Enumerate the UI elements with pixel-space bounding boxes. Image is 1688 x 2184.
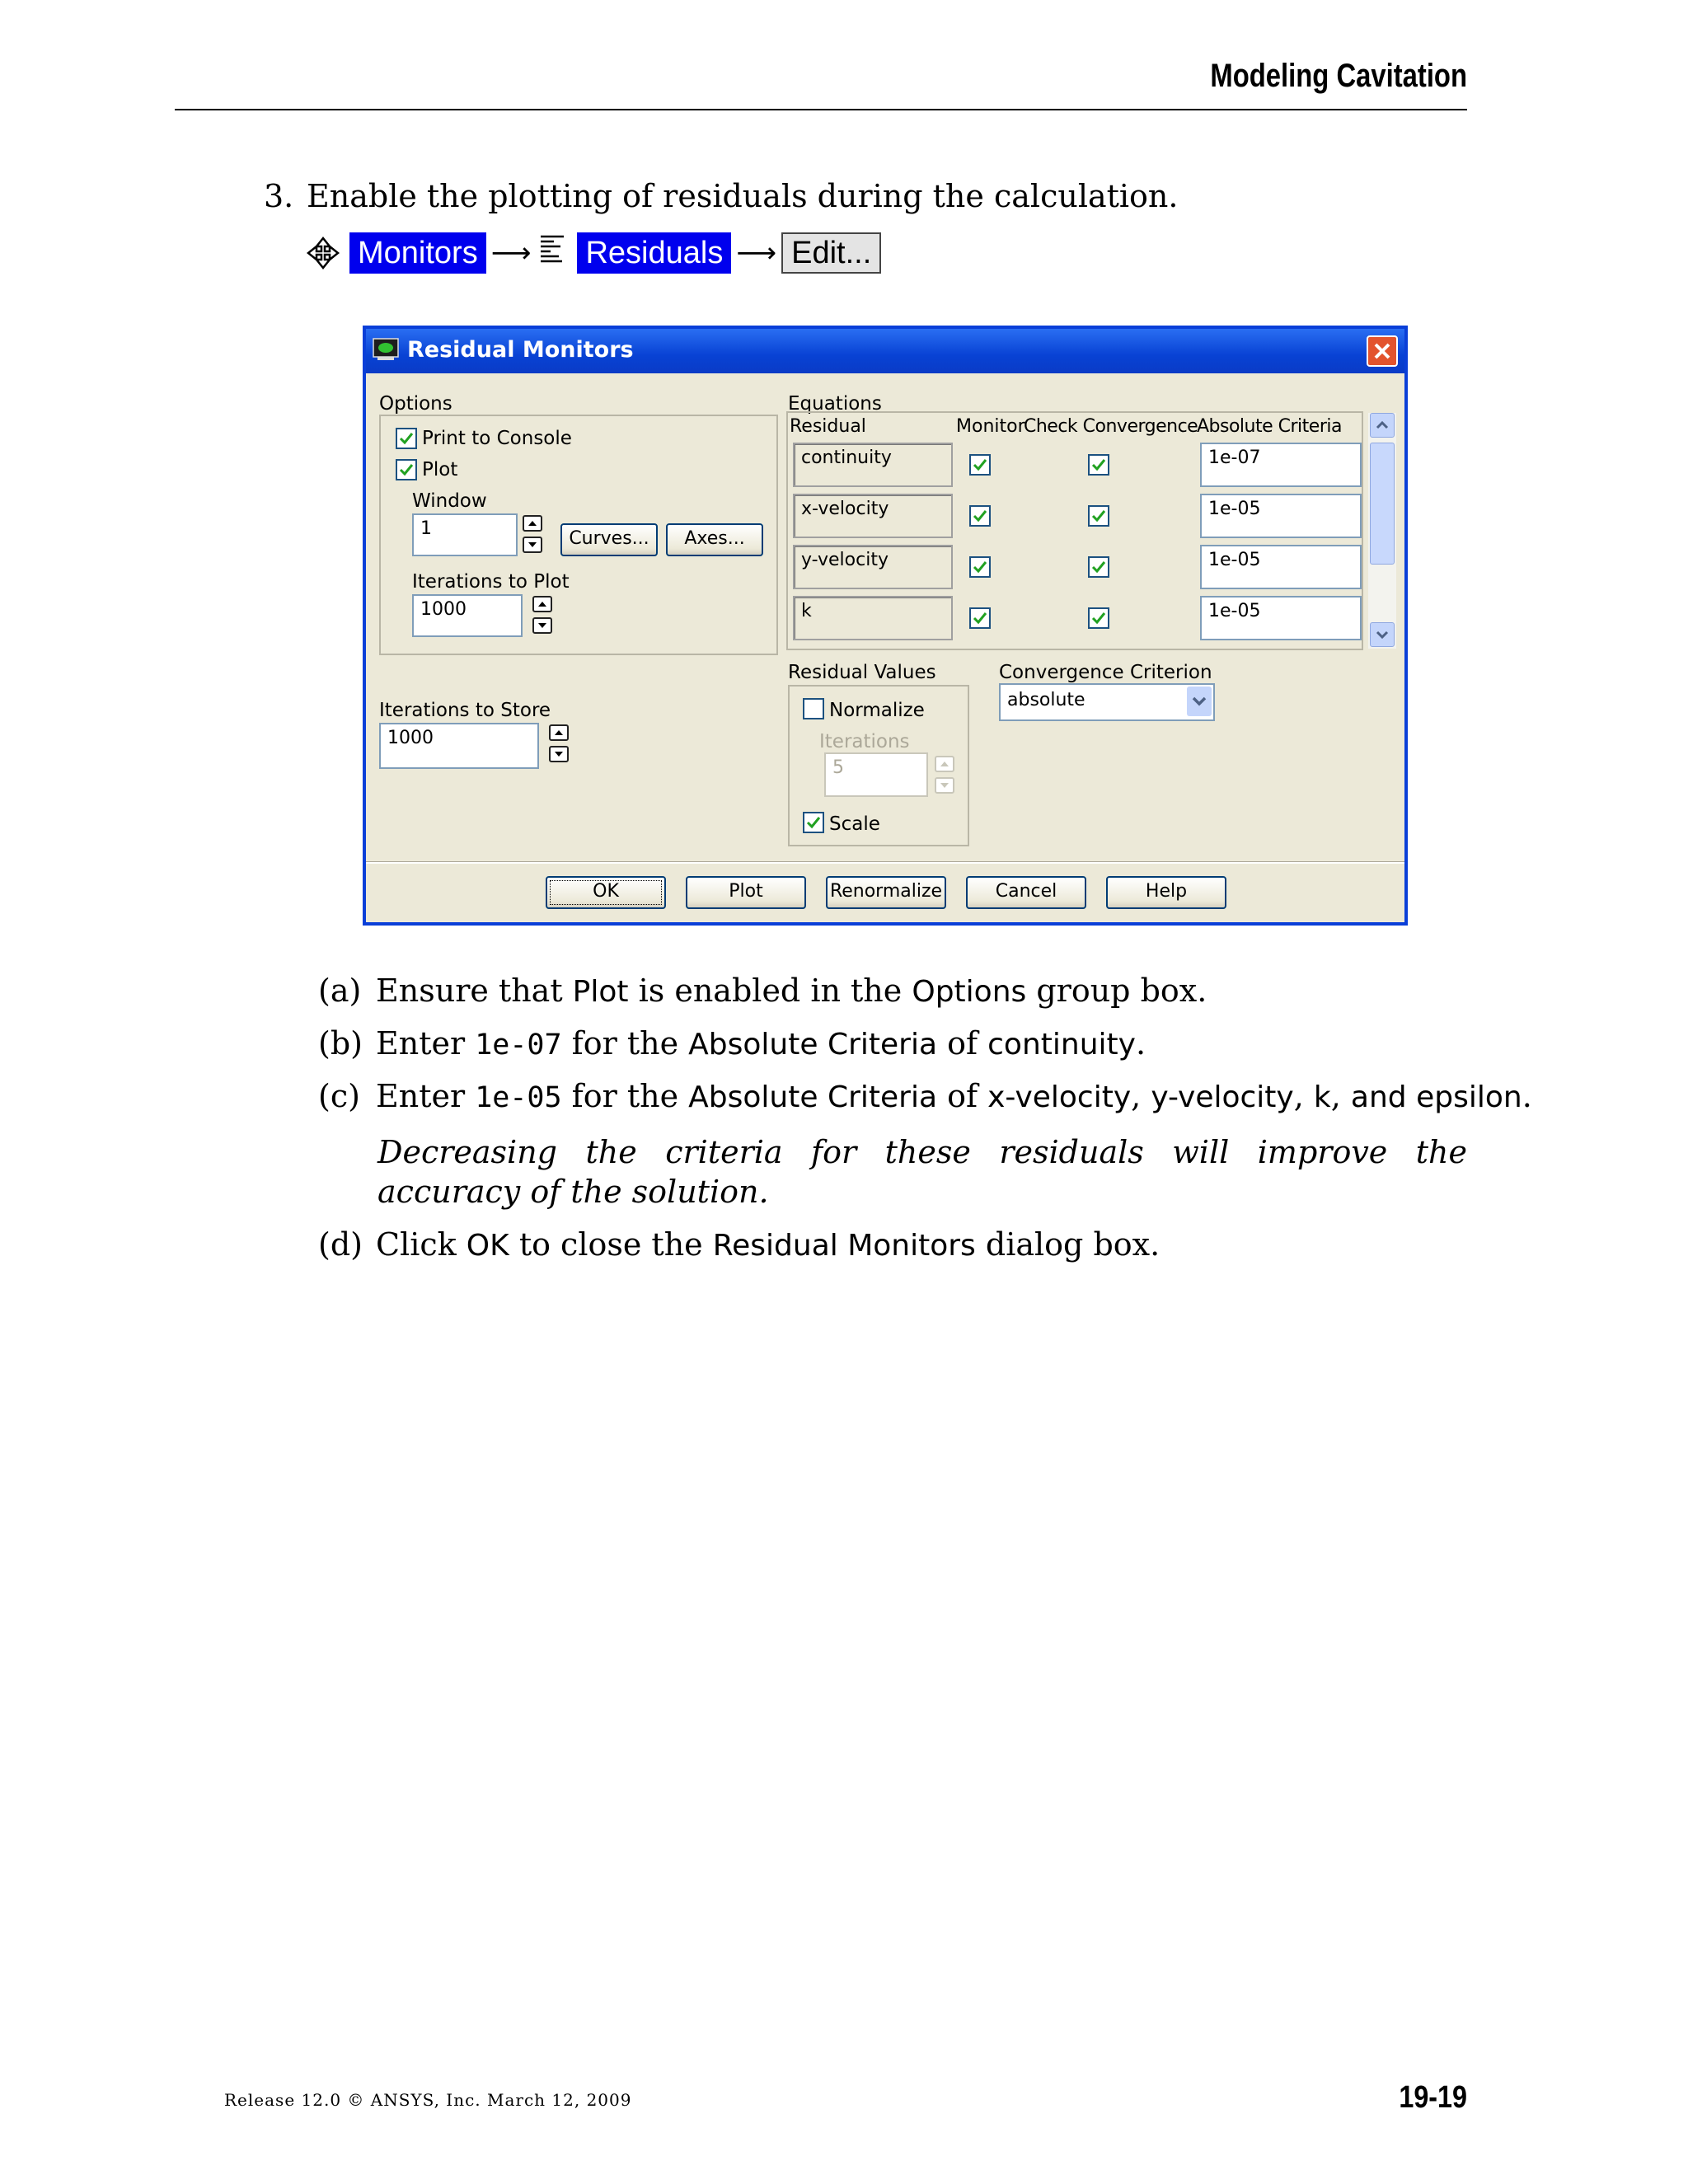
residual-name-x-velocity: x-velocity xyxy=(793,494,953,538)
absolute-criteria-input[interactable]: 1e-07 xyxy=(1200,443,1362,487)
check-icon xyxy=(973,457,987,472)
substep-a: (a) Ensure that Plot is enabled in the Options group box. xyxy=(318,972,1207,1009)
check-convergence-checkbox[interactable] xyxy=(1088,556,1109,578)
absolute-criteria-input[interactable]: 1e-05 xyxy=(1200,596,1362,640)
dialog-title: Residual Monitors xyxy=(407,337,634,363)
edit-button[interactable]: Edit... xyxy=(781,232,881,274)
check-icon xyxy=(399,431,414,446)
iterations-to-plot-input[interactable]: 1000 xyxy=(412,594,523,637)
check-icon xyxy=(973,560,987,574)
equations-label: Equations xyxy=(788,393,882,415)
spin-down-icon[interactable] xyxy=(935,777,954,794)
residual-name-y-velocity: y-velocity xyxy=(793,545,953,589)
button-separator xyxy=(366,861,1404,864)
iterations-label: Iterations xyxy=(819,731,910,752)
monitor-checkbox[interactable] xyxy=(969,556,991,578)
iterations-to-plot-spinner[interactable] xyxy=(532,596,554,639)
spin-down-icon[interactable] xyxy=(549,746,569,762)
convergence-criterion-label: Convergence Criterion xyxy=(999,662,1212,683)
check-icon xyxy=(399,462,414,477)
cancel-button[interactable]: Cancel xyxy=(966,876,1086,909)
absolute-criteria-column-header: Absolute Criteria xyxy=(1197,416,1342,437)
iterations-to-plot-label: Iterations to Plot xyxy=(412,571,570,593)
normalize-label: Normalize xyxy=(829,700,925,721)
check-icon xyxy=(1091,611,1106,626)
release-footer: Release 12.0 © ANSYS, Inc. March 12, 2009 xyxy=(224,2090,632,2110)
window-input[interactable]: 1 xyxy=(412,513,518,556)
iterations-to-store-spinner[interactable] xyxy=(549,724,570,767)
substep-b: (b) Enter 1e-07 for the Absolute Criteria of continuity. xyxy=(318,1025,1146,1062)
italic-note: Decreasing the criteria for these residuals will improve the accuracy of the solution. xyxy=(377,1134,1467,1210)
renormalize-button[interactable]: Renormalize xyxy=(826,876,946,909)
check-convergence-checkbox[interactable] xyxy=(1088,607,1109,629)
check-icon xyxy=(1091,457,1106,472)
plot-button[interactable]: Plot xyxy=(686,876,806,909)
spin-up-icon[interactable] xyxy=(532,596,552,612)
spin-down-icon[interactable] xyxy=(532,617,552,634)
chevron-down-icon xyxy=(1187,687,1212,716)
running-header: Modeling Cavitation xyxy=(1210,58,1467,94)
fluent-app-icon xyxy=(373,337,399,362)
scale-checkbox[interactable] xyxy=(803,812,824,833)
plot-checkbox[interactable] xyxy=(396,459,417,480)
header-rule xyxy=(175,109,1467,110)
residual-name-k: k xyxy=(793,596,953,640)
dropdown-button[interactable] xyxy=(1187,687,1212,716)
monitor-checkbox[interactable] xyxy=(969,505,991,527)
path-arrow: ⟶ xyxy=(490,237,532,269)
scroll-up-button[interactable] xyxy=(1370,413,1395,438)
check-convergence-column-header: Check Convergence xyxy=(1024,416,1198,437)
absolute-criteria-input[interactable]: 1e-05 xyxy=(1200,494,1362,538)
scroll-down-button[interactable] xyxy=(1370,622,1395,647)
convergence-criterion-select[interactable] xyxy=(999,683,1215,721)
window-spinner[interactable] xyxy=(523,515,544,558)
check-icon xyxy=(973,509,987,523)
residual-column-header: Residual xyxy=(790,416,866,437)
check-icon xyxy=(1091,560,1106,574)
spin-up-icon[interactable] xyxy=(549,724,569,741)
help-button[interactable]: Help xyxy=(1106,876,1226,909)
step-3 xyxy=(264,178,1179,214)
monitor-column-header: Monitor xyxy=(956,416,1025,437)
page-number: 19-19 xyxy=(1399,2080,1467,2115)
plot-label: Plot xyxy=(422,459,458,480)
check-icon xyxy=(806,815,821,830)
normalize-checkbox[interactable] xyxy=(803,698,824,719)
step-number: 3. xyxy=(264,178,294,214)
spin-up-icon[interactable] xyxy=(523,515,542,532)
residuals-icon xyxy=(537,233,567,266)
monitors-icon xyxy=(305,235,341,271)
equations-scrollbar[interactable] xyxy=(1368,413,1396,649)
check-convergence-checkbox[interactable] xyxy=(1088,454,1109,476)
step-text: Enable the plotting of residuals during the calculation. xyxy=(307,178,1179,214)
residual-monitors-dialog xyxy=(363,326,1408,926)
close-button[interactable] xyxy=(1367,335,1398,367)
residual-values-label: Residual Values xyxy=(788,662,936,683)
absolute-criteria-input[interactable]: 1e-05 xyxy=(1200,545,1362,589)
check-icon xyxy=(973,611,987,626)
path-arrow: ⟶ xyxy=(736,237,777,269)
normalize-iterations-input[interactable]: 5 xyxy=(824,752,928,797)
residual-name-continuity: continuity xyxy=(793,443,953,487)
window-label: Window xyxy=(412,490,487,512)
substep-d: (d) Click OK to close the Residual Monitors dialog box. xyxy=(318,1226,1160,1263)
check-convergence-checkbox[interactable] xyxy=(1088,505,1109,527)
print-to-console-checkbox[interactable] xyxy=(396,428,417,449)
options-label: Options xyxy=(379,393,452,415)
substep-c: (c) Enter 1e-05 for the Absolute Criteria of x-velocity, y-velocity, k, and epsilon. xyxy=(318,1078,1532,1114)
convergence-criterion-value: absolute xyxy=(1007,690,1085,710)
dialog-titlebar xyxy=(366,329,1404,373)
iterations-to-store-input[interactable]: 1000 xyxy=(379,723,539,769)
curves-button[interactable]: Curves... xyxy=(560,523,658,556)
monitor-checkbox[interactable] xyxy=(969,454,991,476)
spin-down-icon[interactable] xyxy=(523,537,542,553)
scale-label: Scale xyxy=(829,813,880,835)
ok-button[interactable]: OK xyxy=(546,876,666,909)
navigation-path xyxy=(305,231,881,275)
iterations-to-store-label: Iterations to Store xyxy=(379,700,551,721)
monitor-checkbox[interactable] xyxy=(969,607,991,629)
chevron-up-icon xyxy=(1371,414,1394,437)
chevron-down-icon xyxy=(1371,623,1394,646)
spin-up-icon[interactable] xyxy=(935,756,954,772)
monitors-link[interactable]: Monitors xyxy=(349,232,486,274)
residuals-link[interactable]: Residuals xyxy=(577,232,731,274)
check-icon xyxy=(1091,509,1106,523)
print-to-console-label: Print to Console xyxy=(422,428,572,449)
scroll-thumb[interactable] xyxy=(1370,443,1395,565)
normalize-iterations-spinner[interactable] xyxy=(935,756,956,799)
axes-button[interactable]: Axes... xyxy=(666,523,763,556)
close-icon xyxy=(1368,337,1396,365)
